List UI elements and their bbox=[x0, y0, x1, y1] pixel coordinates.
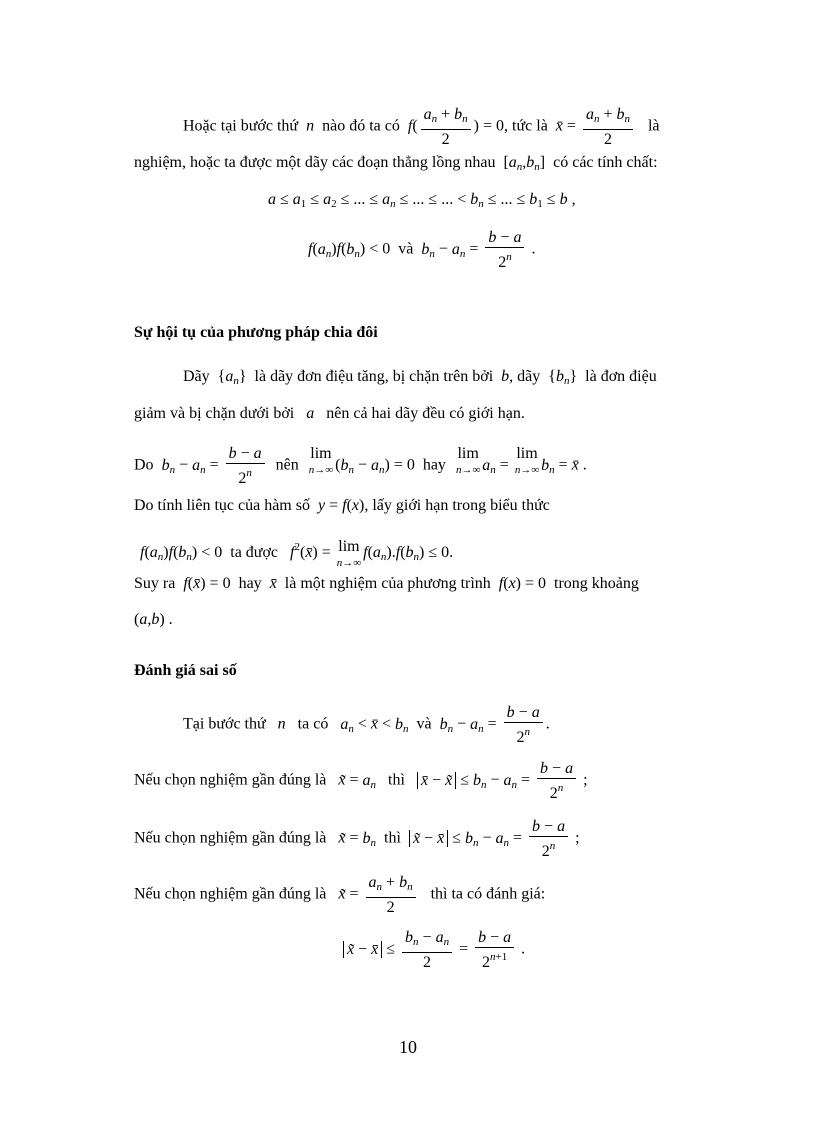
paragraph-line-1: Hoặc tại bước thứ n nào đó ta có f( $\frac{a_n + b_n}{2}$ ) = 0, tức là x̄ = $\frac{a_n + b_n}{2}$ là bbox=[183, 106, 660, 148]
text-segment: Hoặc tại bước thứ bbox=[183, 117, 299, 135]
inequality-chain: $a \le a_1 \le a_2$ ≤ ... ≤ $a_n$ ≤ ... ≤ ... < $b_n$ ≤ ... ≤ $b_1 \le b$ , bbox=[268, 191, 576, 210]
fraction: $\frac{a_n + b_n}{2}$ bbox=[583, 105, 633, 149]
text-segment: là đơn điệu bbox=[585, 368, 657, 385]
text-segment: ta có bbox=[297, 715, 329, 733]
estimate-line-3: Nếu chọn nghiệm gần đúng là x̃ = $\frac{a_n + b_n}{2}$ thì ta có đánh giá: bbox=[134, 874, 546, 916]
final-estimate: x̃ − x̄ ≤ $\frac{b_n - a_n}{2}$ = $\frac{b - a}{2^{n+1}}$ . bbox=[343, 928, 525, 972]
fraction: $\frac{b - a}{2^n}$ bbox=[529, 817, 568, 861]
page-number: 10 bbox=[399, 1037, 417, 1057]
text-segment: ta được bbox=[230, 544, 279, 561]
paragraph-line-7: Tại bước thứ n ta có $a_n$ < x̄ < $b_n$ và $b_n - a_n$ = $\frac{b - a}{2^n}$ . bbox=[183, 704, 550, 746]
paragraph-line-4: giảm và bị chặn dưới bởi a nên cả hai dãy đều có giới hạn. bbox=[134, 405, 525, 422]
text-segment: và bbox=[416, 715, 432, 733]
estimate-line-1: Nếu chọn nghiệm gần đúng là x̃ = $a_n$ thì x̄ − x̃ ≤ $b_n - a_n$ = $\frac{b - a}{2^n}$ ; bbox=[134, 760, 588, 802]
text-segment: hay bbox=[422, 456, 446, 474]
interval: (a,b) . bbox=[134, 611, 173, 628]
paragraph-line-3: Dãy $\{a_n\}$ là dãy đơn điệu tăng, bị chặn trên bởi b, dãy $\{b_n\}$ là đơn điệu bbox=[183, 368, 657, 387]
text-segment: Do tính liên tục của hàm số bbox=[134, 497, 310, 514]
property-line: $f(a_n)f(b_n) < 0$ và $b_n - a_n$ = $\frac{b - a}{2^n}$ . bbox=[308, 229, 536, 271]
limit-line: Do $b_n - a_n$ = $\frac{b - a}{2^n}$ nên lim n→∞ $(b_n - a_n) = 0$ hay lim n→∞ $a_n = \lim$ n→∞ $b_n$ = x̄ . bbox=[134, 445, 587, 487]
text-segment: thì bbox=[384, 829, 401, 847]
text-segment: nghiệm, hoặc ta được một dãy các đoạn thẳng lồng nhau bbox=[134, 154, 496, 171]
fraction: $\frac{b - a}{2^n}$ bbox=[226, 444, 265, 488]
text-segment: nên cả hai dãy đều có giới hạn. bbox=[326, 405, 525, 422]
text-segment: có các tính chất: bbox=[553, 154, 658, 171]
text-segment: Do bbox=[134, 456, 154, 474]
section-heading-convergence: Sự hội tụ của phương pháp chia đôi bbox=[134, 324, 378, 341]
fraction: $\frac{b_n - a_n}{2}$ bbox=[402, 928, 452, 972]
text-segment: Tại bước thứ bbox=[183, 715, 266, 733]
text-segment: , tức là bbox=[504, 117, 548, 135]
text-segment: thì bbox=[388, 771, 405, 789]
fraction: $\frac{b - a}{2^{n+1}}$ bbox=[475, 928, 514, 972]
text-segment: thì ta có đánh giá: bbox=[430, 885, 546, 903]
fraction: $\frac{b - a}{2^n}$ bbox=[537, 759, 576, 803]
text-segment: là một nghiệm của phương trình bbox=[284, 575, 491, 592]
section-heading-error: Đánh giá sai số bbox=[134, 662, 237, 679]
paragraph-line-2: nghiệm, hoặc ta được một dãy các đoạn thẳng lồng nhau $[a_n,b_n]$ có các tính chất: bbox=[134, 154, 658, 173]
text-segment: Nếu chọn nghiệm gần đúng là bbox=[134, 771, 327, 789]
fraction: $\frac{b - a}{2^n}$ bbox=[485, 228, 524, 272]
text-segment: trong khoảng bbox=[554, 575, 639, 592]
limit: lim n→∞ bbox=[514, 445, 540, 476]
text-segment: hay bbox=[238, 575, 262, 592]
text-segment: là dãy đơn điệu tăng, bị chặn trên bởi bbox=[254, 368, 494, 385]
fraction: $\frac{a_n + b_n}{2}$ bbox=[366, 873, 416, 917]
paragraph-line-5: Do tính liên tục của hàm số y = f(x), lấy giới hạn trong biểu thức bbox=[134, 497, 550, 514]
fraction: $\frac{b - a}{2^n}$ bbox=[504, 703, 543, 747]
text-segment: giảm và bị chặn dưới bởi bbox=[134, 405, 295, 422]
limit: lim n→∞ bbox=[455, 445, 481, 476]
text-segment: Nếu chọn nghiệm gần đúng là bbox=[134, 885, 327, 903]
text-segment: Dãy bbox=[183, 368, 210, 385]
estimate-line-2: Nếu chọn nghiệm gần đúng là x̃ = $b_n$ thì x̃ − x̄ ≤ $b_n - a_n$ = $\frac{b - a}{2^n}$ ; bbox=[134, 818, 580, 860]
limit: lim n→∞ bbox=[308, 445, 334, 476]
text-segment: , lấy giới hạn trong biểu thức bbox=[364, 497, 550, 514]
text-segment: Suy ra bbox=[134, 575, 176, 592]
fraction: $\frac{a_n + b_n}{2}$ bbox=[421, 105, 471, 149]
limit-expression-line: $f(a_n)f(b_n) < 0$ ta được $f^2(x̄) = \lim$ n→∞ $f(a_n).f(b_n) \le 0$. bbox=[140, 538, 454, 569]
paragraph-line-6: Suy ra f(x̄) = 0 hay x̄ là một nghiệm của phương trình f(x) = 0 trong khoảng bbox=[134, 575, 639, 592]
text-segment: Nếu chọn nghiệm gần đúng là bbox=[134, 829, 327, 847]
text-segment: và bbox=[398, 240, 414, 258]
text-segment: , dãy bbox=[509, 368, 541, 385]
text-segment: nên bbox=[275, 456, 299, 474]
text-segment: là bbox=[647, 117, 660, 135]
text-segment: nào đó ta có bbox=[322, 117, 400, 135]
limit: lim n→∞ bbox=[336, 538, 362, 569]
